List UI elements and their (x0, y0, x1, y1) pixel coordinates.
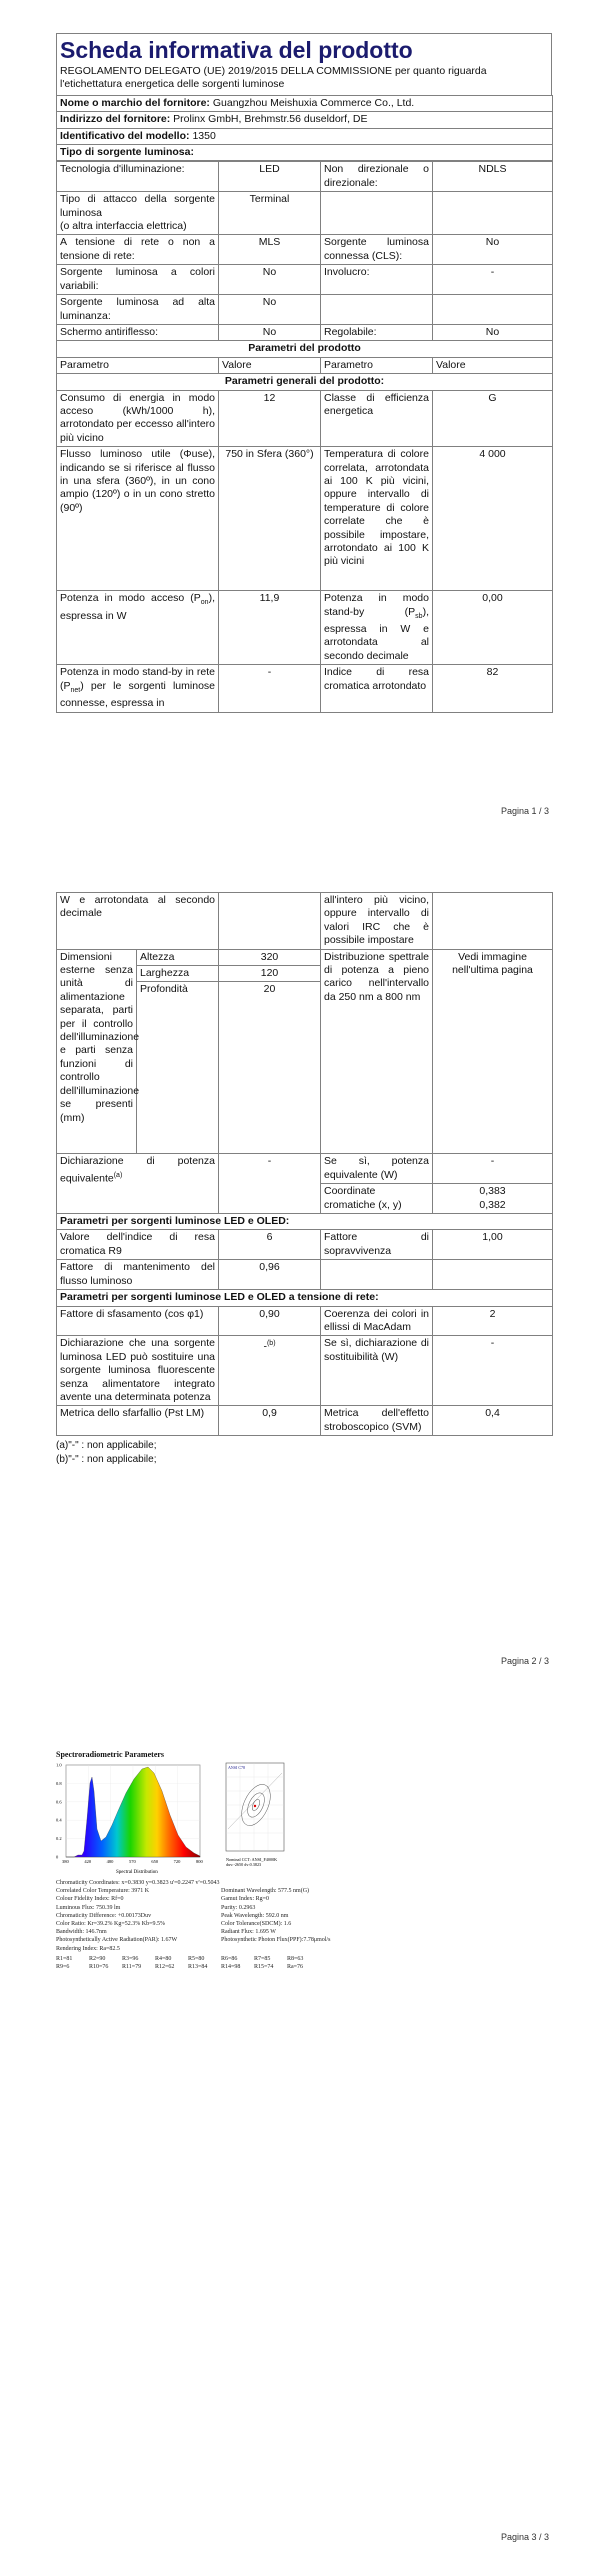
mains-param-label: Metrica dello sfarfallio (Pst LM) (57, 1406, 219, 1436)
led-param-value: 0,96 (219, 1260, 321, 1290)
source-type-heading-row (57, 145, 553, 161)
width-value: 120 (219, 966, 321, 982)
led-heading-row (57, 1214, 553, 1230)
led-param-label-2: Fattore di sopravvivenza (321, 1230, 433, 1260)
x-tick-label: 420 (84, 1859, 92, 1864)
spectro-param-line: Bandwidth: 146.7nm Radiant Flux: 1.695 W (56, 1929, 276, 1936)
spectral-distribution-value: Vedi immagine nell'ultima pagina (433, 949, 553, 1154)
source-value-2: NDLS (433, 162, 553, 192)
address-row (57, 112, 553, 128)
rendering-index-value: R3=96 (122, 1955, 139, 1962)
mains-param-row (57, 1406, 553, 1436)
source-value-2: No (433, 324, 553, 340)
y-tick-label: 1.0 (56, 1762, 62, 1768)
rendering-index-value: R12=62 (155, 1964, 175, 1971)
supplier-value: Guangzhou Meishuxia Commerce Co., Ltd. (212, 96, 415, 109)
rendering-index-value: R5=80 (188, 1955, 205, 1962)
supplier-row (57, 95, 553, 111)
height-value: 320 (219, 949, 321, 965)
source-value: LED (219, 162, 321, 192)
y-tick-label: 0.8 (56, 1780, 62, 1786)
param-value: - (219, 665, 321, 713)
model-label: Identificativo del modello: (60, 129, 190, 142)
spectral-distribution-label: Distribuzione spettrale di potenza a pieno carico nell'intervallo da 250 nm a 800 nm (321, 949, 433, 1154)
source-row (57, 324, 553, 340)
spectrum-y-ticks (56, 1763, 62, 1860)
source-value-2 (433, 192, 553, 235)
source-type-heading: Tipo di sorgente luminosa: (57, 145, 553, 161)
param-label: Potenza in modo acceso $(P_{on})$, espressa in W (57, 591, 219, 665)
param-label-2: Temperatura di colore correlata, arrotondata ai 100 K più vicini, oppure intervallo di temperature di colore correlate che è possibile impostare, arrotondato ai 100 K più vicini (321, 447, 433, 591)
spectro-param-line: Correlated Color Temperature: 3971 K Dominant Wavelength: 577.5 nm(G) (56, 1888, 310, 1895)
page-1-content (56, 33, 552, 713)
col-param-2: Parametro (321, 357, 433, 373)
table-row (57, 893, 553, 950)
page-2 (0, 850, 603, 1700)
page-number-2: Pagina 2 / 3 (500, 1656, 549, 1666)
equivalent-power-label: Dichiarazione di potenza equivalente$^{(a)}$ (57, 1154, 219, 1214)
x-tick-label: 380 (62, 1859, 69, 1864)
source-row (57, 235, 553, 265)
page-number-1: Pagina 1 / 3 (500, 806, 549, 816)
cri-cont-value (433, 893, 553, 950)
spectroradiometric-report (56, 1750, 356, 1970)
rendering-index-value: R7=85 (254, 1955, 271, 1962)
depth-value: 20 (219, 982, 321, 1154)
param-value-2: G (433, 390, 553, 447)
general-param-row (57, 591, 553, 665)
source-label: Schermo antiriflesso: (57, 324, 219, 340)
param-value-2: 4 000 (433, 447, 553, 591)
mains-param-row (57, 1306, 553, 1336)
page-title: Scheda informativa del prodotto (60, 37, 413, 63)
equivalent-watts-value: - (433, 1154, 553, 1184)
equivalent-power-row (57, 1154, 553, 1184)
param-value-2: 0,00 (433, 591, 553, 665)
product-table-continued (56, 892, 553, 1436)
rendering-index-value: R14=98 (221, 1964, 241, 1971)
source-value-2: No (433, 235, 553, 265)
rendering-index-value: R2=90 (89, 1955, 106, 1962)
x-tick-label: 570 (129, 1859, 136, 1864)
y-tick-label: 0 (56, 1854, 59, 1860)
spectro-param-line: Color Ratio: Kr=39.2% Kg=52.3% Kb=9.5% Color Tolerance(SDCM): 1.6 (56, 1921, 292, 1928)
spectro-param-line: Photosynthetically Active Radiation(PAR): 1.67W Photosynthetic Photon Flux(PPF):7.78μmol/s (56, 1937, 331, 1944)
spectro-param-line: Chromaticity Difference: +0.00173Duv Peak Wavelength: 592.0 nm (56, 1912, 289, 1919)
mains-param-value: 0,90 (219, 1306, 321, 1336)
depth-label: Profondità (137, 982, 219, 1154)
led-param-label: Valore dell'indice di resa cromatica R9 (57, 1230, 219, 1260)
mains-param-row (57, 1336, 553, 1406)
y-tick-label: 0.6 (56, 1799, 62, 1805)
cie-caption: Nominal CCT: ANSI_F4000K duv:-2650 dv:0.3823 (226, 1857, 278, 1867)
general-param-row (57, 447, 553, 591)
param-label: Potenza in modo stand-by in rete $(P_{net})$ per le sorgenti luminose connesse, espressa in (57, 665, 219, 713)
column-header-row (57, 357, 553, 373)
source-value-2 (433, 295, 553, 325)
source-row (57, 295, 553, 325)
rendering-index-value: R8=63 (287, 1955, 304, 1962)
page-2-content (56, 892, 552, 1467)
x-tick-label: 650 (151, 1859, 159, 1864)
model-row (57, 128, 553, 144)
mains-param-value-2: 0,4 (433, 1406, 553, 1436)
param-value: 750 in Sfera (360°) (219, 447, 321, 591)
led-heading: Parametri per sorgenti luminose LED e OLED: (57, 1214, 553, 1230)
led-param-label: Fattore di mantenimento del flusso luminoso (57, 1260, 219, 1290)
spectro-figures (56, 1759, 356, 1877)
chromaticity-value: 0,383 0,382 (433, 1184, 553, 1214)
rendering-index-value: R9=6 (56, 1964, 70, 1971)
mains-param-value-2: - (433, 1336, 553, 1406)
source-label: Tipo di attacco della sorgente luminosa (o altra interfaccia elettrica) (57, 192, 219, 235)
model-value: 1350 (192, 129, 216, 142)
param-value: 11,9 (219, 591, 321, 665)
dimensions-label: Dimensioni esterne senza unità di alimentazione separata, parti per il controllo dell'illuminazione e parti senza funzioni di controllo dell'illuminazione se presenti (mm) (57, 949, 137, 1154)
source-label: Sorgente luminosa a colori variabili: (57, 265, 219, 295)
led-param-value-2 (433, 1260, 553, 1290)
source-row (57, 192, 553, 235)
product-table (56, 161, 553, 713)
source-value: No (219, 265, 321, 295)
source-row (57, 265, 553, 295)
mains-param-label: Fattore di sfasamento (cos φ1) (57, 1306, 219, 1336)
rendering-index-value: R4=80 (155, 1955, 172, 1962)
mains-param-value: 0,9 (219, 1406, 321, 1436)
source-label: A tensione di rete o non a tensione di rete: (57, 235, 219, 265)
params-heading-row (57, 341, 553, 357)
source-label: Tecnologia d'illuminazione: (57, 162, 219, 192)
param-value: 12 (219, 390, 321, 447)
spectro-param-line: Luminous Flux: 750.39 lm Purity: 0.2963 (56, 1904, 256, 1911)
source-label: Sorgente luminosa ad alta luminanza: (57, 295, 219, 325)
source-value: MLS (219, 235, 321, 265)
source-row (57, 162, 553, 192)
spectrum-x-ticks (62, 1859, 204, 1864)
general-param-row (57, 665, 553, 713)
measured-point (254, 1805, 256, 1807)
param-label: Flusso luminoso utile (Φuse), indicando se si riferisce al flusso in una sfera (360º), in un cono ampio (120º) o in un cono stretto (90º) (57, 447, 219, 591)
standby-net-cont-value (219, 893, 321, 950)
mains-param-label: Dichiarazione che una sorgente luminosa LED può sostituire una sorgente luminosa fluorescente senza alimentatore integrato avente una determinata potenza (57, 1336, 219, 1406)
address-value: Prolinx GmbH, Brehmstr.56 duseldorf, DE (173, 113, 368, 126)
source-label-2: Regolabile: (321, 324, 433, 340)
x-tick-label: 800 (196, 1859, 203, 1864)
regulation-text: REGOLAMENTO DELEGATO (UE) 2019/2015 DELLA COMMISSIONE per quanto riguarda l'etichettatura energetica delle sorgenti luminose (60, 65, 487, 91)
params-heading: Parametri del prodotto (57, 341, 553, 357)
rendering-indices-row-1 (56, 1955, 356, 1963)
width-label: Larghezza (137, 966, 219, 982)
source-label-2: Involucro: (321, 265, 433, 295)
led-param-row (57, 1230, 553, 1260)
spectro-param-line: Rendering Index: Ra=82.5 (56, 1945, 120, 1952)
param-value-2: 82 (433, 665, 553, 713)
page-number-3: Pagina 3 / 3 (500, 2532, 549, 2542)
x-tick-label: 720 (173, 1859, 181, 1864)
mains-param-label-2: Metrica dell'effetto stroboscopico (SVM) (321, 1406, 433, 1436)
spectro-title: Spectroradiometric Parameters (56, 1750, 165, 1759)
cri-cont: all'intero più vicino, oppure intervallo di valori IRC che è possibile impostare (321, 893, 433, 950)
mains-heading-row (57, 1290, 553, 1306)
mains-param-value-2: 2 (433, 1306, 553, 1336)
spectro-param-line: Chromaticity Coordinates: x=0.3830 y=0.3823 u'=0.2247 v'=0.5043 (56, 1880, 220, 1886)
general-heading-row (57, 374, 553, 390)
mains-heading: Parametri per sorgenti luminose LED e OLED a tensione di rete: (57, 1290, 553, 1306)
led-param-value-2: 1,00 (433, 1230, 553, 1260)
supplier-table (56, 95, 553, 162)
rendering-index-value: R13=84 (188, 1964, 208, 1971)
header-box (56, 33, 552, 95)
y-tick-label: 0.2 (56, 1836, 62, 1842)
rendering-index-value: R15=74 (254, 1964, 274, 1971)
source-label-2 (321, 295, 433, 325)
rendering-index-value: R11=79 (122, 1964, 142, 1971)
height-label: Altezza (137, 949, 219, 965)
general-param-row (57, 390, 553, 447)
rendering-indices-row-2 (56, 1963, 356, 1971)
source-value: Terminal (219, 192, 321, 235)
supplier-label: Nome o marchio del fornitore: (60, 96, 210, 109)
led-param-label-2 (321, 1260, 433, 1290)
mains-param-label-2: Coerenza dei colori in ellissi di MacAdam (321, 1306, 433, 1336)
footnotes (56, 1439, 552, 1467)
led-param-row (57, 1260, 553, 1290)
general-heading: Parametri generali del prodotto: (57, 374, 553, 390)
equivalent-power-value: - (219, 1154, 321, 1214)
source-value: No (219, 324, 321, 340)
source-label-2: Sorgente luminosa connessa (CLS): (321, 235, 433, 265)
rendering-index-value: Ra=76 (287, 1964, 304, 1971)
footnote-a: (a)"-" : non applicabile; (56, 1440, 157, 1452)
rendering-index-value: R1=81 (56, 1955, 73, 1962)
mains-param-value: -$^{(b)}$ (219, 1336, 321, 1406)
rendering-index-value: R10=76 (89, 1964, 109, 1971)
footnote-b: (b)"-" : non applicabile; (56, 1454, 157, 1466)
param-label-2: Indice di resa cromatica arrotondato (321, 665, 433, 713)
param-label-2: Classe di efficienza energetica (321, 390, 433, 447)
rendering-index-value: R6=86 (221, 1955, 238, 1962)
spectrum-x-caption: Spectral Distribution (116, 1870, 158, 1875)
standby-net-cont: W e arrotondata al secondo decimale (57, 893, 219, 950)
source-value: No (219, 295, 321, 325)
equivalent-watts-label: Se sì, potenza equivalente (W) (321, 1154, 433, 1184)
source-value-2: - (433, 265, 553, 295)
param-label-2: Potenza in modo stand-by $(P_{sb})$, espressa in W e arrotondata al secondo decimale (321, 591, 433, 665)
spectro-parameters (56, 1879, 356, 1953)
x-tick-label: 480 (106, 1859, 114, 1864)
page-1 (0, 0, 603, 850)
col-value-2: Valore (433, 357, 553, 373)
led-param-value: 6 (219, 1230, 321, 1260)
param-label: Consumo di energia in modo acceso (kWh/1000 h), arrotondato per eccesso all'intero più vicino (57, 390, 219, 447)
cie-label: ANSI C78 (228, 1765, 246, 1770)
dimensions-row (57, 949, 553, 965)
source-label-2 (321, 192, 433, 235)
mains-param-label-2: Se sì, dichiarazione di sostituibilità (W) (321, 1336, 433, 1406)
chromaticity-label: Coordinate cromatiche (x, y) (321, 1184, 433, 1214)
y-tick-label: 0.4 (56, 1817, 62, 1823)
col-value-1: Valore (219, 357, 321, 373)
address-label: Indirizzo del fornitore: (60, 113, 171, 126)
source-label-2: Non direzionale o direzionale: (321, 162, 433, 192)
col-param-1: Parametro (57, 357, 219, 373)
spectro-param-line: Colour Fidelity Index: Rf=0 Gamut Index: Rg=0 (56, 1896, 270, 1903)
